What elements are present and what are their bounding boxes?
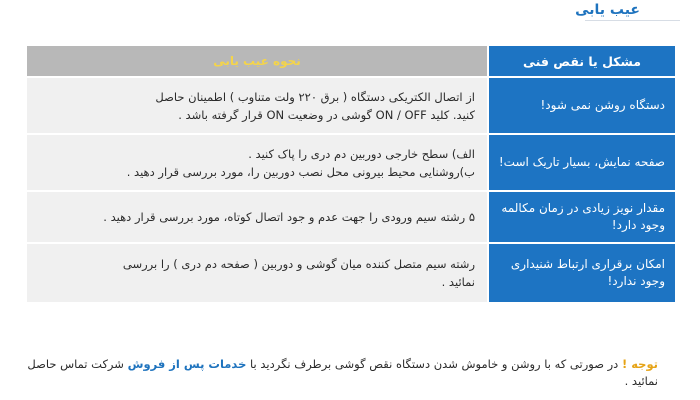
after-sales-service-link: خدمات پس از فروش: [127, 357, 247, 371]
table-row: [27, 135, 675, 190]
table-row: [27, 78, 675, 133]
troubleshooting-table: [25, 44, 677, 304]
header-solution: نحوه عیب یابی: [27, 46, 487, 76]
problem-cell: مقدار نویز زیادی در زمان مکالمه وجود دارد!: [489, 192, 675, 242]
table-row: [27, 244, 675, 302]
problem-cell: امکان برقراری ارتباط شنیداری وجود ندارد!: [489, 244, 675, 302]
title-divider: [585, 20, 680, 21]
solution-line: نمائید .: [441, 275, 475, 289]
problem-cell: دستگاه روشن نمی شود!: [489, 78, 675, 133]
solution-line: الف) سطح خارجی دوربین دم دری را پاک کنید .: [248, 146, 475, 161]
solution-line: کنید. کلید ON / OFF گوشی در وضعیت ON قرار گرفته باشد .: [178, 107, 475, 122]
note-text-after: شرکت تماس حاصل نمائید .: [27, 357, 658, 388]
solution-cell: [27, 192, 487, 242]
solution-line: ۵ رشته سیم ورودی را جهت عدم و جود اتصال کوتاه، مورد بررسی قرار دهید .: [103, 210, 475, 224]
table-header-row: [27, 46, 675, 76]
solution-line: ب)روشنایی محیط بیرونی محل نصب دوربین را، مورد بررسی قرار دهید .: [126, 164, 475, 179]
solution-cell: [27, 78, 487, 133]
header-problem: مشکل یا نقص فنی: [489, 46, 675, 76]
page-title: عیب یابی: [575, 2, 640, 18]
solution-cell: [27, 135, 487, 190]
problem-cell: صفحه نمایش، بسیار تاریک است!: [489, 135, 675, 190]
solution-line: از اتصال الکتریکی دستگاه ( برق ۲۲۰ ولت متناوب ) اطمینان حاصل: [155, 89, 475, 104]
solution-line: رشته سیم متصل کننده میان گوشی و دوربین ( صفحه دم دری ) را بررسی: [122, 257, 475, 271]
note-label: توجه !: [621, 357, 658, 371]
table-row: [27, 192, 675, 242]
note-text-before: در صورتی که با روشن و خاموش شدن دستگاه نقص گوشی برطرف نگردید با: [246, 357, 622, 371]
footer-note: [24, 356, 658, 390]
solution-cell: [27, 244, 487, 302]
